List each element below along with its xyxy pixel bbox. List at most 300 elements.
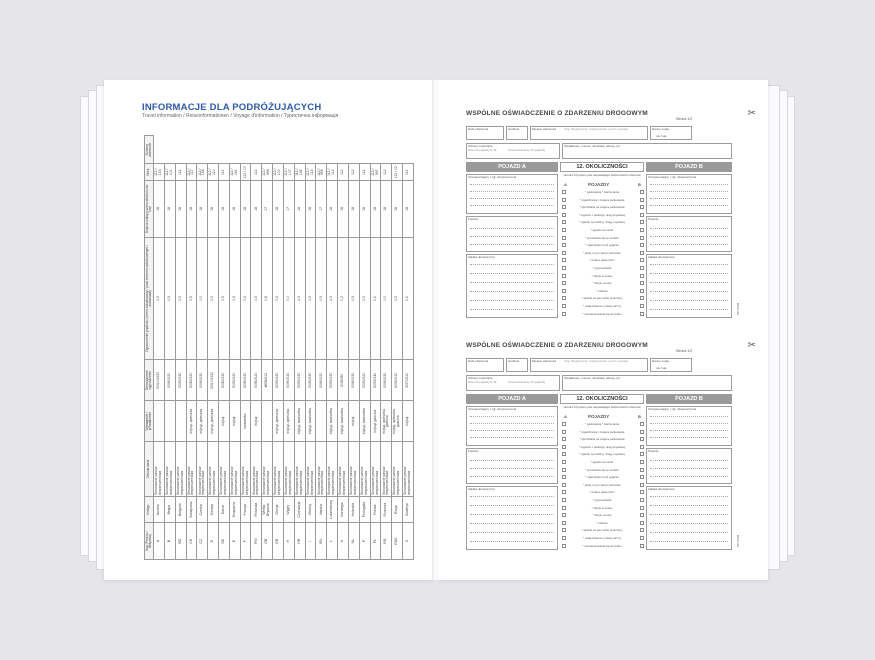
table-cell: 48/96/112 [262,360,273,401]
table-cell: trójkąt [251,401,262,441]
checkbox-a[interactable] [562,213,566,217]
table-cell: 0,0 [197,237,208,359]
checkbox-b[interactable] [640,258,644,262]
checkbox-a[interactable] [562,312,566,316]
circumstance-item: * jazdy w tym samym kierunku [583,250,621,255]
circumstance-item: * wjazdu na parking, drogę prywatną [579,452,625,457]
table-cell: 112 [251,164,262,181]
table-cell: 50/80/120 [186,360,197,401]
checkbox-a[interactable] [562,289,566,293]
table-cell: 50/80/120 [251,360,262,401]
vehicle-label: Pojazdy [648,217,659,221]
vehicles-label: POJAZDY [588,182,610,187]
form-line [470,423,554,424]
table-row [164,136,175,560]
vehicle-b-vehicle-box[interactable] [646,448,732,484]
checkbox-b[interactable] [640,243,644,247]
checkbox-a[interactable] [562,296,566,300]
checkbox-a[interactable] [562,205,566,209]
table-header: Zielona karta [145,441,154,496]
table-cell: 50/90/120 [229,360,240,401]
circumstance-item: * zmiany pasa ruchu [589,490,615,495]
table-cell: 112 [403,164,414,181]
table-cell: 50/90/130 [381,360,392,401]
vehicle-a-insured-box[interactable] [466,174,558,214]
form-line [650,300,728,301]
form-page-number: Strona 1/2 [676,349,693,353]
time-label: Godzina [508,359,520,363]
checkbox-b[interactable] [640,544,644,548]
table-cell: 18 [305,181,316,238]
table-cell: 50/90/120 [359,360,370,401]
table-cell: Stosowanie pasów bezpieczeństwa [392,441,403,496]
table-cell: A [154,523,165,560]
table-cell: Czechy [197,496,208,522]
table-cell: 0,5 [359,237,370,359]
vehicle-label: Pojazdy [648,449,659,453]
table-cell: 18 [186,181,197,238]
circumstance-item: * skrętu w prawo [591,273,613,278]
table-cell: trójkąt [348,401,359,441]
form-line [650,205,728,206]
table-cell: 0,5 [305,237,316,359]
table-cell: Stosowanie pasów bezpieczeństwa [294,441,305,496]
checkbox-b[interactable] [640,468,644,472]
circumstances-header: 12. OKOLICZNOŚCI [560,394,644,404]
checkbox-a[interactable] [562,304,566,308]
checkbox-a[interactable] [562,452,566,456]
table-cell: Stosowanie pasów bezpieczeństwa [251,441,262,496]
table-row [219,136,230,560]
checkbox-b[interactable] [640,220,644,224]
circumstance-item: * nadjeżdżania z prawej strony [583,536,621,540]
checkbox-a[interactable] [562,228,566,232]
vehicle-b-insured-box[interactable] [646,406,732,446]
checkbox-a[interactable] [562,536,566,540]
table-cell: 112 / 999 [316,164,327,181]
table-cell: Stosowanie pasów bezpieczeństwa [240,441,251,496]
checkbox-b[interactable] [640,521,644,525]
checkbox-a[interactable] [562,460,566,464]
table-cell: Stosowanie pasów bezpieczeństwa [348,441,359,496]
table-cell: 112 / 999 [262,164,273,181]
checkbox-a[interactable] [562,475,566,479]
table-row [273,136,284,560]
form-line [650,496,728,497]
table-cell: PL [370,523,381,560]
checkbox-b[interactable] [640,498,644,502]
vehicles-label: POJAZDY [588,414,610,419]
date-label: Data zdarzenia [468,127,489,131]
date-label: Data zdarzenia [468,359,489,363]
table-cell: Stosowanie pasów bezpieczeństwa [316,441,327,496]
table-cell: 0,5 [316,237,327,359]
checkbox-a[interactable] [562,220,566,224]
circumstance-item: * cofania [596,520,608,525]
table-cell: 18 [208,181,219,238]
vehicle-b-insured-box[interactable] [646,174,732,214]
table-cell: B [164,523,175,560]
table-cell: 112 [359,164,370,181]
checkbox-b[interactable] [640,296,644,300]
table-cell: Polska [370,496,381,522]
checkbox-b[interactable] [640,445,644,449]
table-row [251,136,262,560]
table-cell [316,401,327,441]
form-line [650,514,728,515]
checkbox-a[interactable] [562,266,566,270]
page-title: INFORMACJE DLA PODRÓŻUJĄCYCH [142,102,322,113]
table-cell: 0,5 [327,237,338,359]
checkbox-a[interactable] [562,445,566,449]
vehicle-a-insured-box[interactable] [466,406,558,446]
table-cell: I [305,523,316,560]
table-row [208,136,219,560]
checkbox-a[interactable] [562,468,566,472]
form-line [650,228,728,229]
form-line [470,184,554,185]
form-line [470,541,554,542]
table-cell: 0,0 [381,237,392,359]
table-cell: trójkąt, apteczka, gaśnica [392,401,403,441]
checkbox-b[interactable] [640,536,644,540]
table-cell: GB [262,523,273,560]
table-cell: 112 / 100 [273,164,284,181]
vehicle-a-vehicle-box[interactable] [466,448,558,484]
table-row [338,136,349,560]
table-cell: 112 / 158 [197,164,208,181]
checkbox-b[interactable] [640,251,644,255]
checkbox-b[interactable] [640,289,644,293]
side-b-label: B [638,182,641,187]
table-row [186,136,197,560]
table-cell: trójkąt [219,401,230,441]
form-line [650,437,728,438]
table-cell: 50/90/120 [164,360,175,401]
checkbox-a[interactable] [562,506,566,510]
checkbox-b[interactable] [640,304,644,308]
table-cell: Luksemburg [327,496,338,522]
table-cell: 112 / 110 [208,164,219,181]
circumstance-item: * wjazdu na rondo [590,460,614,464]
checkbox-b[interactable] [640,205,644,209]
circumstance-item: * wjazdu na rondo [590,228,614,232]
travel-info-table-wrapper [144,135,414,560]
place-hint: Kraj, Miejscowość (miejscowość, gmina, powiat) [564,359,629,363]
table-cell: 0,5 [219,237,230,359]
checkbox-b[interactable] [640,274,644,278]
circumstance-item: * wjeżdżania na miejsce parkowania [579,205,625,210]
table-cell: 0,5 [294,237,305,359]
table-row [262,136,273,560]
scissors-icon: ✂ [747,340,756,351]
form-line [650,505,728,506]
checkbox-a[interactable] [562,521,566,525]
table-row [240,136,251,560]
table-cell: 18 [154,181,165,238]
form-line [650,423,728,424]
checkbox-a[interactable] [562,490,566,494]
table-cell: 50/90/130 [305,360,316,401]
table-cell: 0,3 [392,237,403,359]
form-line [650,468,728,469]
accident-form [466,342,756,567]
table-cell: trójkąt, kamizelka [359,401,370,441]
table-row [154,136,165,560]
checkbox-a[interactable] [562,243,566,247]
table-cell: 0,5 [240,237,251,359]
checkbox-a[interactable] [562,251,566,255]
circumstances-hint: zaznacz krzyżykiem pole odpowiadające okolicznościom zdarzenia [563,406,641,409]
insurer-label: Zakład ubezpieczeń [468,487,495,491]
checkbox-a[interactable] [562,498,566,502]
form-line [470,300,554,301]
form-line [470,416,554,417]
table-cell: Stosowanie pasów bezpieczeństwa [403,441,414,496]
form-line [650,184,728,185]
table-cell: 112 / 101 [164,164,175,181]
table-cell: 50/80/130 [348,360,359,401]
form-line [650,191,728,192]
accident-form [466,110,756,335]
checkbox-b[interactable] [640,190,644,194]
circumstances-hint: zaznacz krzyżykiem pole odpowiadające okolicznościom zdarzenia [563,174,641,177]
side-a-label: A [564,182,567,187]
checkbox-b[interactable] [640,460,644,464]
checkbox-b[interactable] [640,513,644,517]
checkbox-b[interactable] [640,506,644,510]
checkbox-a[interactable] [562,437,566,441]
table-cell: Austria [154,496,165,522]
side-b-label: B [638,414,641,419]
circumstance-item: * wyjazdu z parkingu, drogi prywatnej [578,444,626,449]
table-cell: 0,5 [175,237,186,359]
table-cell [175,401,186,441]
table-cell: 18 [229,181,240,238]
table-cell: trójkąt, kamizelka [338,401,349,441]
form-line [470,437,554,438]
checkbox-b[interactable] [640,528,644,532]
form-line [470,430,554,431]
checkbox-b[interactable] [640,266,644,270]
form-line [470,282,554,283]
table-cell: 18 [403,181,414,238]
form-line [470,514,554,515]
table-cell: 50/80/90 [338,360,349,401]
checkbox-a[interactable] [562,236,566,240]
table-cell [164,401,175,441]
table-cell: 112 / 091 [229,164,240,181]
checkbox-a[interactable] [562,544,566,548]
checkbox-a[interactable] [562,281,566,285]
damage-label: Szkody materialne [468,144,493,148]
checkbox-b[interactable] [640,490,644,494]
table-cell: 18 [294,181,305,238]
checkbox-a[interactable] [562,258,566,262]
table-cell: 112 / 133 [154,164,165,181]
table-row [283,136,294,560]
table-cell: 18 [219,181,230,238]
table-cell: 112 / 117 [186,164,197,181]
checkbox-a[interactable] [562,190,566,194]
circumstance-item: * poruszania się po rondzie [585,467,619,472]
checkbox-b[interactable] [640,437,644,441]
checkbox-b[interactable] [640,475,644,479]
form-line [650,476,728,477]
table-cell: 18 [327,181,338,238]
table-cell: 112 [338,164,349,181]
checkbox-a[interactable] [562,483,566,487]
table-cell: RO [381,523,392,560]
form-line [470,273,554,274]
checkbox-b[interactable] [640,452,644,456]
table-header: Dopuszczalny poziom alkoholu we krwi [145,181,154,238]
table-cell: 18 [338,181,349,238]
table-cell: Stosowanie pasów bezpieczeństwa [154,441,165,496]
witnesses-label: Świadkowie, imiona, nazwiska, adresy, tel. [564,376,621,380]
table-cell: IRL [316,523,327,560]
table-header: Kodigo [145,496,154,522]
table-row [392,136,403,560]
form-line [470,264,554,265]
form-line [650,309,728,310]
circumstance-item: * zmiany pasa ruchu [589,258,615,263]
table-cell: CH [186,523,197,560]
table-cell: 50/90/130 [273,360,284,401]
table-cell: 112 / 113 [327,164,338,181]
table-row [175,136,186,560]
circumstance-item: * wyjeżdżania z miejsca parkowania [579,197,625,202]
table-cell: trójkąt [403,401,414,441]
table-cell: Stosowanie pasów bezpieczeństwa [338,441,349,496]
checkbox-b[interactable] [640,228,644,232]
insurer-label: Zakład ubezpieczeń [468,255,495,259]
table-cell: 60/90/110 [392,360,403,401]
table-cell: trójkąt, gaśnica [370,401,381,441]
table-cell: Węgry [283,496,294,522]
form-line [650,198,728,199]
checkbox-a[interactable] [562,274,566,278]
checkbox-a[interactable] [562,513,566,517]
time-label: Godzina [508,127,520,131]
table-cell: 50/90/130 [327,360,338,401]
table-cell: 50/80/130 [240,360,251,401]
form-line [470,291,554,292]
table-cell: trójkąt, apteczka [197,401,208,441]
checkbox-b[interactable] [640,483,644,487]
side-code: OC KOM [736,302,740,315]
table-header: Kraj (Person / Bezpieka) [145,523,154,560]
circumstance-item: * jazdy w tym samym kierunku [583,482,621,487]
form-line [650,532,728,533]
circumstance-item: * skrętu w prawo [591,505,613,510]
form-line [650,291,728,292]
table-cell: 0,8 [262,237,273,359]
circumstance-item: * parkowania * zatrzymania [585,422,619,426]
table-cell: Stosowanie pasów bezpieczeństwa [197,441,208,496]
table-cell: 18 [251,181,262,238]
vehicle-a-vehicle-box[interactable] [466,216,558,252]
table-cell: 17 [316,181,327,238]
checkbox-a[interactable] [562,430,566,434]
checkbox-b[interactable] [640,198,644,202]
checkbox-b[interactable] [640,422,644,426]
table-cell: Bułgaria [175,496,186,522]
table-cell: Szwecja [403,496,414,522]
damage-objects: inne przedmioty niż pojazdy [508,148,546,152]
form-line [650,264,728,265]
table-cell: trójkąt, kamizelka [294,401,305,441]
form-line [470,198,554,199]
form-line [650,460,728,461]
circumstance-item: * parkowania * zatrzymania [585,190,619,194]
table-cell: 0,5 [273,237,284,359]
table-cell: 0,2 [403,237,414,359]
checkbox-a[interactable] [562,198,566,202]
vehicle-b-header: POJAZD B [646,394,732,404]
table-row [305,136,316,560]
table-cell: P [359,523,370,560]
table-cell: 112 / 113 [305,164,316,181]
injured-options: nie / tak [656,366,667,370]
form-line [650,282,728,283]
table-cell: Holandia [348,496,359,522]
table-row [229,136,240,560]
table-cell: 0,2 [338,237,349,359]
circumstance-item: * skrętu w lewo [592,513,612,518]
table-cell: 112 / 17 [240,164,251,181]
side-code: OC KOM [736,534,740,547]
insured-label: Ubezpieczający / zgł. ubezpieczenia [468,175,517,179]
table-cell: Hiszpania [229,496,240,522]
table-header: Obowiązkowe wyposażenie [145,360,154,401]
table-cell: 50/100/130 [208,360,219,401]
checkbox-b[interactable] [640,213,644,217]
form-title: WSPÓLNE OŚWIADCZENIE O ZDARZENIU DROGOWYM [466,342,648,349]
checkbox-b[interactable] [640,312,644,316]
place-label: Miejsce zdarzenia [532,127,557,131]
form-line [650,236,728,237]
table-header: Wymaganie / prowadzenie [145,401,154,441]
checkbox-b[interactable] [640,430,644,434]
checkbox-b[interactable] [640,236,644,240]
table-cell: 112 / 192 [294,164,305,181]
table-cell: Niemcy [208,496,219,522]
table-cell: 0,5 [251,237,262,359]
injured-options: nie / tak [656,134,667,138]
table-cell: Irlandia [316,496,327,522]
table-cell: 0,5 [186,237,197,359]
circumstance-item: * wyjazdu z parkingu, drogi prywatnej [578,212,626,217]
circumstance-item: * cofania [596,288,608,293]
vehicle-b-vehicle-box[interactable] [646,216,732,252]
checkbox-a[interactable] [562,528,566,532]
table-cell: 17 [283,181,294,238]
table-cell: Stosowanie pasów bezpieczeństwa [219,441,230,496]
form-line [470,244,554,245]
table-row [294,136,305,560]
table-header: Ograniczenie prędkości (teren zabudowany / poza terenem zabudowanym / autostrada) [145,237,154,359]
vehicle-a-header: POJAZD A [466,394,558,404]
table-cell: RUS [392,523,403,560]
table-cell: 50/80/130 [219,360,230,401]
insured-label: Ubezpieczający / zgł. ubezpieczenia [648,407,697,411]
checkbox-b[interactable] [640,281,644,285]
table-cell: 18 [392,181,403,238]
form-line [470,505,554,506]
circumstance-item: * najechania na tył pojazdu [585,243,619,248]
checkbox-a[interactable] [562,422,566,426]
